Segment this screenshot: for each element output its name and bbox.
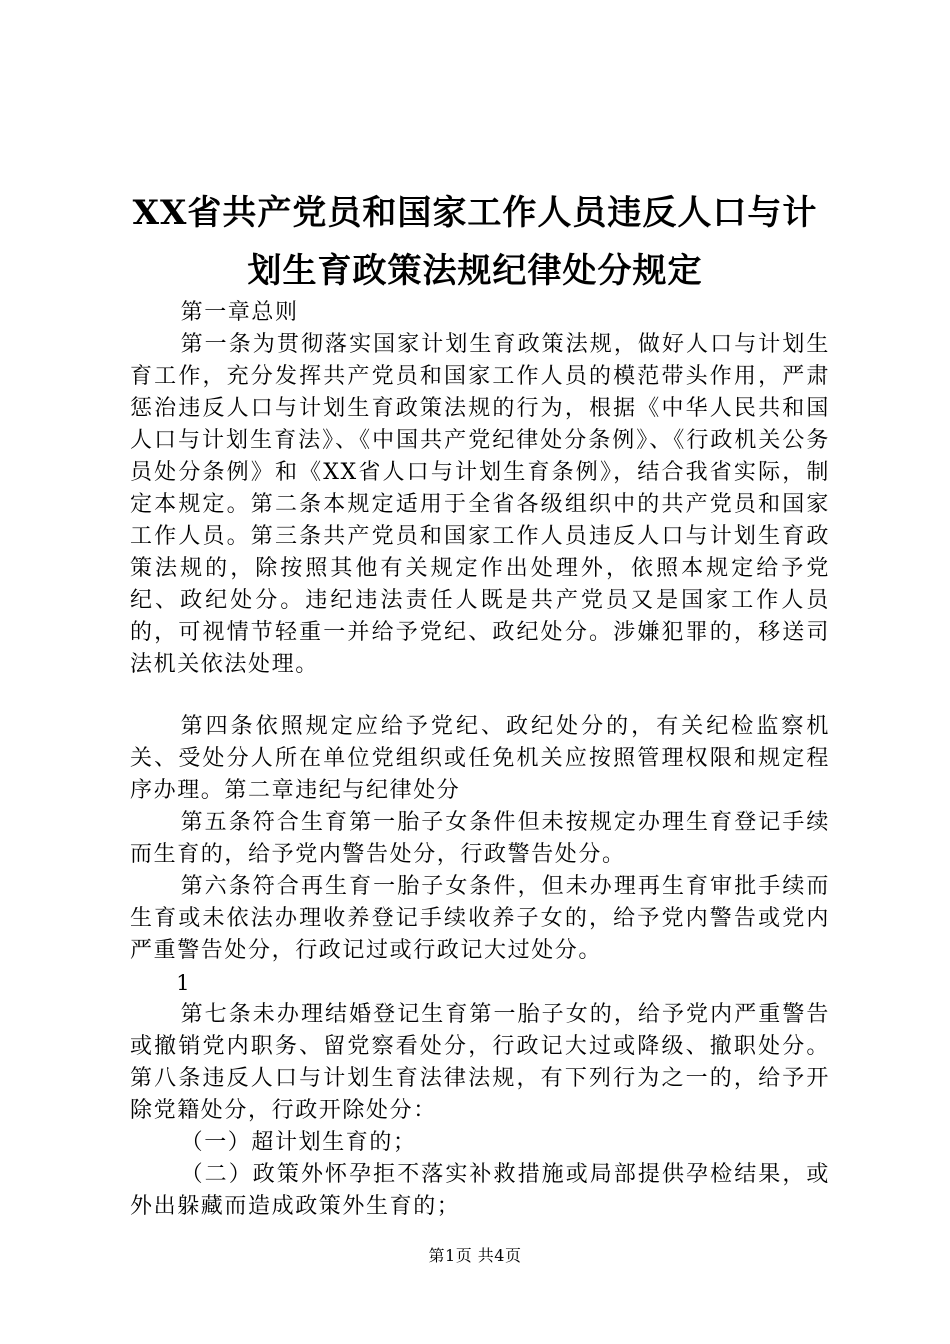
paragraph-article-6: 第六条符合再生育一胎子女条件，但未办理再生育审批手续而生育或未依法办理收养登记手续收养子女的，给予党内警告或党内严重警告处分，行政记过或行政记大过处分。 [130,874,830,963]
document-body [130,297,830,1223]
paragraph-article-1-3: 第一条为贯彻落实国家计划生育政策法规，做好人口与计划生育工作，充分发挥共产党员和国家工作人员的模范带头作用，严肃惩治违反人口与计划生育政策法规的行为，根据《中华人民共和国人口与计划生育法》、《中国共产党纪律处分条例》、《行政机关公务员处分条例》和《XX省人口与计划生育条例》，结合我省实际，制定本规定。第二条本规定适用于全省各级组织中的共产党员和国家工作人员。第三条共产党员和国家工作人员违反人口与计划生育政策法规的，除按照其他有关规定作出处理外，依照本规定给予党纪、政纪处分。违纪违法责任人既是共产党员又是国家工作人员的，可视情节轻重一并给予党纪、政纪处分。涉嫌犯罪的，移送司法机关依法处理。 [130,332,830,677]
paragraph-article-5: 第五条符合生育第一胎子女条件但未按规定办理生育登记手续而生育的，给予党内警告处分，行政警告处分。 [130,810,830,867]
document-title-line-1: XX省共产党员和国家工作人员违反人口与计 [132,193,818,233]
paragraph-article-7-8: 第七条未办理结婚登记生育第一胎子女的，给予党内严重警告或撤销党内职务、留党察看处分，行政记大过或降级、撤职处分。第八条违反人口与计划生育法律法规，有下列行为之一的，给予开除党籍处分，行政开除处分： [130,1002,830,1123]
paragraph-article-4: 第四条依照规定应给予党纪、政纪处分的，有关纪检监察机关、受处分人所在单位党组织或任免机关应按照管理权限和规定程序办理。第二章违纪与纪律处分 [130,714,830,803]
page-footer: 第1页 共4页 [428,1246,522,1265]
list-item-2: （二）政策外怀孕拒不落实补救措施或局部提供孕检结果，或外出躲藏而造成政策外生育的； [130,1162,830,1219]
list-item-1: （一）超计划生育的； [180,1130,417,1155]
document-title-line-2: 划生育政策法规纪律处分规定 [247,251,703,291]
chapter-heading: 第一章总则 [180,300,299,325]
inline-page-number: 1 [176,971,192,995]
